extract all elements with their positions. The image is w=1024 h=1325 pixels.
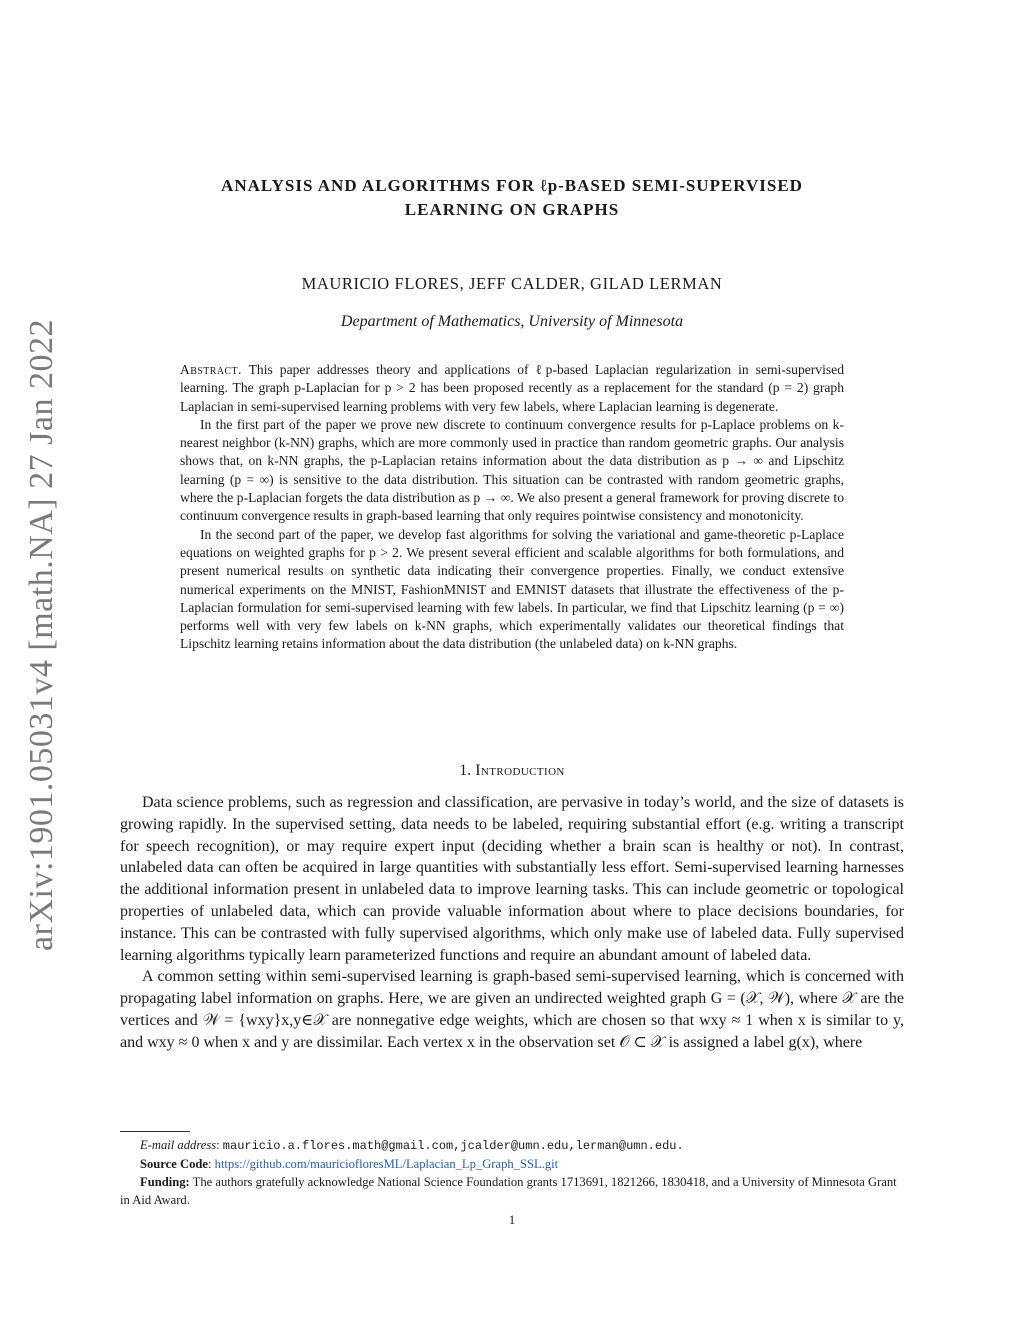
abstract-paragraph-1 [180, 361, 844, 416]
section-heading [120, 762, 904, 780]
footnote-divider [120, 1131, 190, 1132]
introduction-body [120, 792, 904, 1054]
abstract-paragraph-2: In the first part of the paper we prove new discrete to continuum convergence results for p-Laplace problems on k-nearest neighbor (k-NN) graphs, which are more commonly used in practice than random geometric graphs. Our analysis shows that, on k-NN graphs, the p-Laplacian retains information about the data distribution as p → ∞ and Lipschitz learning (p = ∞) is sensitive to the data distribution. This situation can be contrasted with random geometric graphs, where the p-Laplacian forgets the data distribution as p → ∞. We also present a general framework for proving discrete to continuum convergence results in graph-based learning that only requires pointwise consistency and monotonicity. [180, 416, 844, 524]
affiliation: Department of Mathematics, University of Minnesota [340, 313, 684, 330]
email-addresses: mauricio.a.flores.math@gmail.com,jcalder@umn.edu,lerman@umn.edu. [222, 1139, 684, 1153]
source-code-link[interactable]: https://github.com/mauriciofloresML/Laplacian_Lp_Graph_SSL.git [214, 1157, 559, 1171]
page-number: 1 [508, 1213, 516, 1227]
email-label: E-mail address [140, 1138, 217, 1152]
source-code-label: Source Code [140, 1157, 208, 1171]
intro-paragraph-1: Data science problems, such as regression and classification, are pervasive in today’s world, and the size of datasets is growing rapidly. In the supervised setting, data needs to be labeled, requiring substantial effort (e.g. writing a transcript for speech recognition), or may require expert input (deciding whether a brain scan is healthy or not). In contrast, unlabeled data can often be acquired in large quantities with substantially less effort. Semi-supervised learning harnesses the additional information present in unlabeled data to improve learning tasks. This can include geometric or topological properties of unlabeled data, which can provide valuable information about where to place decisions boundaries, for instance. This can be contrasted with fully supervised algorithms, which only make use of labeled data. Fully supervised learning algorithms typically learn parameterized functions and require an abundant amount of labeled data. [120, 794, 904, 964]
arxiv-identifier-stamp [22, 305, 62, 965]
footnote-source-code: Source Code: https://github.com/mauriciofloresML/Laplacian_Lp_Graph_SSL.git [140, 1157, 559, 1171]
author-list: MAURICIO FLORES, JEFF CALDER, GILAD LERMAN [301, 274, 723, 293]
title-line-2: LEARNING ON GRAPHS [404, 200, 620, 219]
arxiv-identifier: arXiv:1901.05031v4 [math.NA] 27 Jan 2022 [23, 319, 61, 951]
paper-title [120, 174, 904, 222]
intro-paragraph-2: A common setting within semi-supervised learning is graph-based semi-supervised learning, which is concerned with propagating label information on graphs. Here, we are given an undirected weighted graph G = (𝒳, 𝒲), where 𝒳 are the vertices and 𝒲 = {wxy}x,y∈𝒳 are nonnegative edge weights, which are chosen so that wxy ≈ 1 when x is similar to y, and wxy ≈ 0 when x and y are dissimilar. Each vertex x in the observation set 𝒪 ⊂ 𝒳 is assigned a label g(x), where [120, 968, 904, 1051]
footnote-email: E-mail address: mauricio.a.flores.math@gmail.com,jcalder@umn.edu,lerman@umn.edu. [140, 1138, 684, 1153]
section-title: Introduction [475, 762, 565, 779]
abstract [180, 361, 844, 654]
title-line-1: ANALYSIS AND ALGORITHMS FOR ℓp-BASED SEMI-SUPERVISED [221, 176, 803, 195]
abstract-paragraph-1-text: This paper addresses theory and applications of ℓp-based Laplacian regularization in semi-supervised learning. The graph p-Laplacian for p > 2 has been proposed recently as a replacement for the standard (p = 2) graph Laplacian in semi-supervised learning problems with very few labels, where Laplacian learning is degenerate. [180, 362, 844, 414]
funding-label: Funding: [140, 1175, 190, 1189]
abstract-label: Abstract. [180, 362, 242, 377]
footnotes [120, 1136, 904, 1209]
funding-text: The authors gratefully acknowledge National Science Foundation grants 1713691, 1821266, 1830418, and a University of Minnesota Grant in Aid Award. [120, 1175, 897, 1207]
footnote-funding [120, 1173, 904, 1209]
abstract-paragraph-3: In the second part of the paper, we develop fast algorithms for solving the variational and game-theoretic p-Laplace equations on weighted graphs for p > 2. We present several efficient and scalable algorithms for both formulations, and present numerical results on synthetic data indicating their convergence properties. Finally, we conduct extensive numerical experiments on the MNIST, FashionMNIST and EMNIST datasets that illustrate the effectiveness of the p-Laplacian formulation for semi-supervised learning with few labels. In particular, we find that Lipschitz learning (p = ∞) performs well with very few labels on k-NN graphs, which experimentally validates our theoretical findings that Lipschitz learning retains information about the data distribution (the unlabeled data) on k-NN graphs. [180, 526, 844, 652]
section-number: 1. [459, 762, 472, 779]
